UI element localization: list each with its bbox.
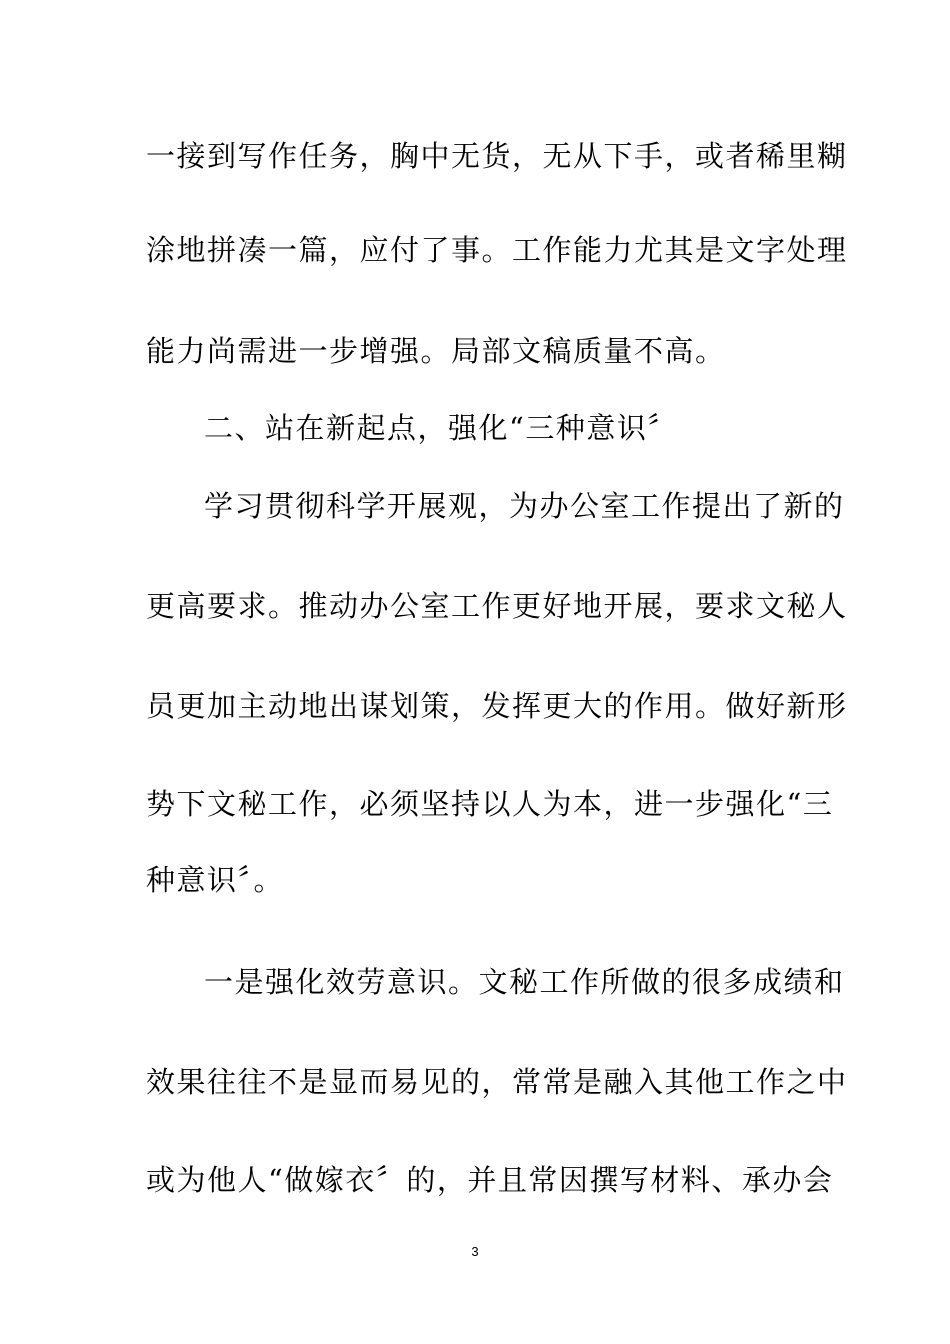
text-line: 效果往往不是显而易见的，常常是融入其他工作之中 xyxy=(146,1065,848,1099)
text-line: 一是强化效劳意识。文秘工作所做的很多成绩和 xyxy=(204,965,845,999)
page-number: 3 xyxy=(471,1244,479,1259)
text-line: 一接到写作任务，胸中无货，无从下手，或者稀里糊 xyxy=(146,139,848,173)
text-line: 能力尚需进一步增强。局部文稿质量不高。 xyxy=(146,334,726,368)
text-line: 学习贯彻科学开展观，为办公室工作提出了新的 xyxy=(204,489,845,523)
text-line: 势下文秘工作，必须坚持以人为本，进一步强化“三 xyxy=(146,787,834,821)
text-line: 更高要求。推动办公室工作更好地开展，要求文秘人 xyxy=(146,589,848,623)
text-line: 或为他人“做嫁衣〞的，并且常因撰写材料、承办会 xyxy=(146,1163,834,1197)
text-line: 员更加主动地出谋划策，发挥更大的作用。做好新形 xyxy=(146,689,848,723)
text-line: 涂地拼凑一篇，应付了事。工作能力尤其是文字处理 xyxy=(146,233,848,267)
text-line: 种意识〞。 xyxy=(146,863,285,897)
section-heading: 二、站在新起点，强化“三种意识〞 xyxy=(204,411,678,445)
